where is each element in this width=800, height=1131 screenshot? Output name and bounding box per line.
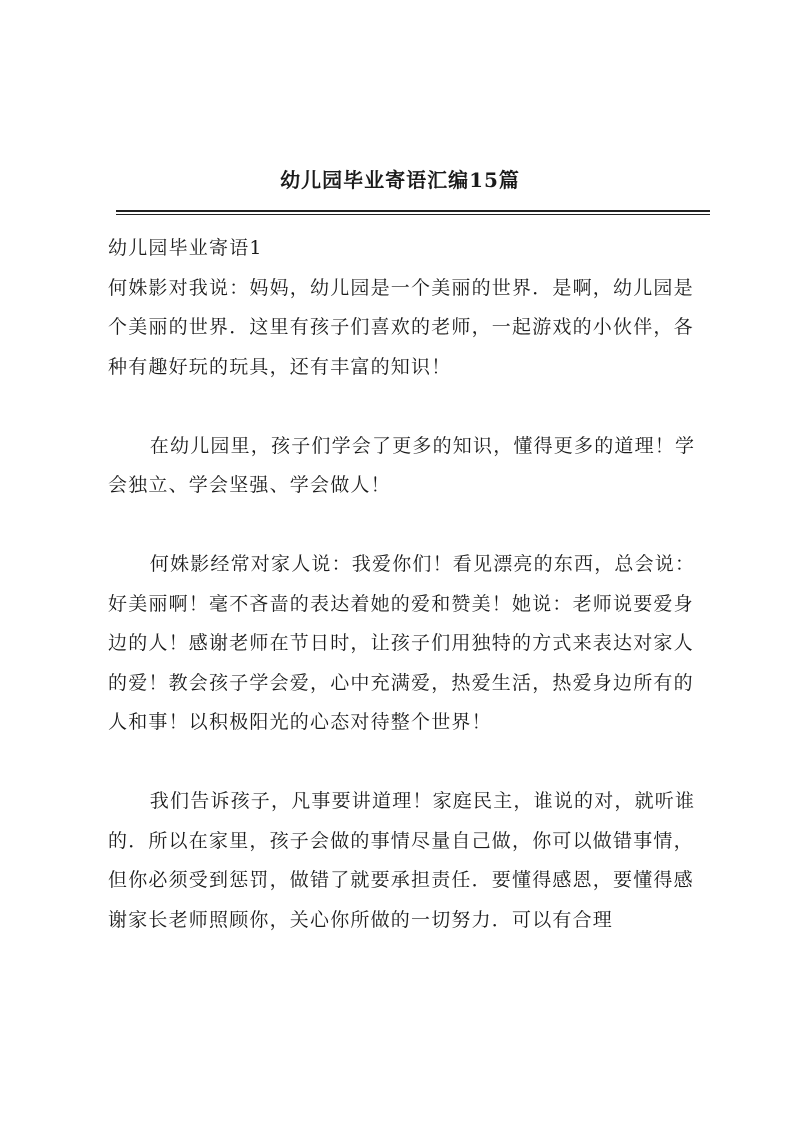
title-divider-thin xyxy=(116,214,710,215)
paragraph-spacer xyxy=(108,506,712,546)
section-heading: 幼儿园毕业寄语1 xyxy=(108,237,263,259)
document-title: 幼儿园毕业寄语汇编15篇 xyxy=(280,168,520,192)
paragraph-2: 在幼儿园里，孩子们学会了更多的知识，懂得更多的道理！学会独立、学会坚强、学会做人！ xyxy=(108,434,696,496)
paragraph-1: 何姝影对我说：妈妈，幼儿园是一个美丽的世界．是啊，幼儿园是个美丽的世界．这里有孩子们喜欢的老师，一起游戏的小伙伴，各种有趣好玩的玩具，还有丰富的知识！ xyxy=(108,276,694,378)
paragraph-spacer xyxy=(108,743,712,783)
title-divider-thick xyxy=(116,210,710,212)
paragraph-4: 我们告诉孩子，凡事要讲道理！家庭民主，谁说的对，就听谁的．所以在家里，孩子会做的事情尽量自己做，你可以做错事情，但你必须受到惩罚，做错了就要承担责任．要懂得感恩，要懂得感谢家长老师照顾你，关心你所做的一切努力．可以有合理 xyxy=(108,790,696,931)
document-body xyxy=(108,229,712,940)
paragraph-spacer xyxy=(108,387,712,427)
paragraph-3: 何姝影经常对家人说：我爱你们！看见漂亮的东西，总会说：好美丽啊！毫不吝啬的表达着她的爱和赞美！她说：老师说要爱身边的人！感谢老师在节日时，让孩子们用独特的方式来表达对家人的爱！教会孩子学会爱，心中充满爱，热爱生活，热爱身边所有的人和事！以积极阳光的心态对待整个世界！ xyxy=(108,553,696,733)
